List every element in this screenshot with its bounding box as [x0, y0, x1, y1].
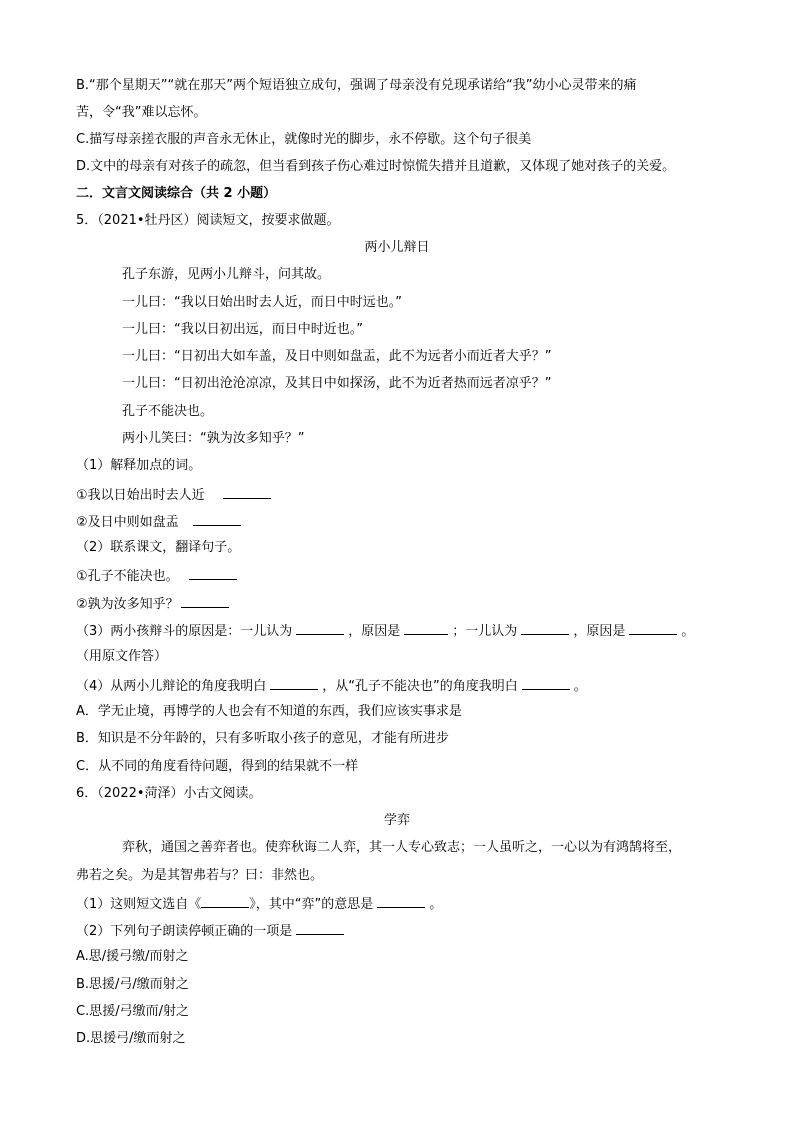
q5-sub1-item1-text: ①我以日始出时去人近	[76, 488, 205, 503]
q5-sub4-text: ，从“孔子不能决也”的角度我明白	[322, 679, 518, 694]
q5-sub4-option: A．学无止境，再博学的人也会有不知道的东西，我们应该实事求是	[76, 704, 462, 719]
q5-passage-line: 一儿曰：“我以日初出远，而日中时近也。”	[122, 322, 363, 337]
q5-sub4-option: C．从不同的角度看待问题，得到的结果就不一样	[76, 759, 359, 774]
q5-header: 5．（2021•牡丹区）阅读短文，按要求做题。	[76, 213, 340, 228]
q5-sub3-text: ；一儿认为	[452, 624, 518, 639]
q5-sub2-item2	[76, 595, 233, 613]
answer-blank[interactable]	[521, 622, 569, 635]
q5-sub2-item2-text: ②孰为汝多知乎？	[76, 597, 179, 612]
q6-header: 6．（2022•菏泽）小古文阅读。	[76, 786, 262, 801]
q5-sub3-text: ，原因是	[348, 624, 401, 639]
q5-passage-line: 一儿曰：“日初出沧沧凉凉，及其日中如探汤，此不为近者热而远者凉乎？”	[122, 376, 552, 391]
q5-passage-line: 孔子东游，见两小儿辩斗，问其故。	[122, 267, 331, 282]
q4-option-c: C.描写母亲搓衣服的声音永无休止，就像时光的脚步，永不停歇。这个句子很美	[76, 132, 532, 147]
q4-option-d: D.文中的母亲有对孩子的疏忽，但当看到孩子伤心难过时惊慌失措并且道歉，又体现了她对孩子的关爱。	[76, 159, 676, 174]
q4-option-b-line2: 苦，令“我”难以忘怀。	[76, 105, 207, 120]
q5-passage-line: 孔子不能决也。	[122, 404, 214, 419]
answer-blank[interactable]	[404, 622, 448, 635]
answer-blank[interactable]	[181, 595, 229, 608]
section2-heading: 二．文言文阅读综合（共 2 小题）	[76, 186, 277, 201]
q4-option-b-line1: B.“那个星期天”“就在那天”两个短语独立成句，强调了母亲没有兑现承诺给“我”幼小心灵带来的痛	[76, 78, 637, 93]
q6-sub2-option: C.思援/弓缴而/射之	[76, 1004, 189, 1019]
q5-sub4-text: （4）从两小儿辩论的角度我明白	[76, 679, 267, 694]
q6-sub1	[76, 895, 442, 913]
q5-sub3-text: （3）两小孩辩斗的原因是：一儿认为	[76, 624, 293, 639]
q5-sub1-item2	[76, 513, 245, 531]
q5-sub2-item1-text: ①孔子不能决也。	[76, 569, 179, 584]
answer-blank[interactable]	[193, 513, 241, 526]
q5-sub4-text: 。	[573, 679, 587, 694]
q6-passage-line2: 弗若之矣。为是其智弗若与？曰：非然也。	[76, 868, 324, 883]
answer-blank[interactable]	[522, 677, 570, 690]
answer-blank[interactable]	[201, 895, 249, 908]
q5-sub3-note: （用原文作答）	[76, 649, 168, 664]
q6-sub1-text: 。	[429, 897, 443, 912]
answer-blank[interactable]	[377, 895, 425, 908]
q6-sub1-text: （1）这则短文选自《	[76, 897, 202, 912]
q6-sub2-option: A.思/援弓缴/而射之	[76, 949, 189, 964]
q5-sub4-option: B．知识是不分年龄的，只有多听取小孩子的意见，才能有所进步	[76, 731, 449, 746]
q5-sub3	[76, 622, 694, 640]
q5-sub1-item1	[76, 486, 275, 504]
answer-blank[interactable]	[270, 677, 318, 690]
q6-passage-line1: 弈秋，通国之善弈者也。使弈秋诲二人弈，其一人专心致志；一人虽听之，一心以为有鸿鹄将至，	[122, 840, 682, 855]
answer-blank[interactable]	[189, 567, 237, 580]
q5-sub1-label: （1）解释加点的词。	[76, 458, 202, 473]
q6-sub2-label: （2）下列句子朗读停顿正确的一项是	[76, 924, 293, 939]
q5-title: 两小儿辩日	[364, 240, 430, 255]
q6-sub2-option: D.思援弓/缴而射之	[76, 1031, 186, 1046]
q5-sub2-label: （2）联系课文，翻译句子。	[76, 540, 241, 555]
q5-passage-line: 两小儿笑曰：“孰为汝多知乎？”	[122, 431, 305, 446]
q5-sub3-text: 。	[681, 624, 695, 639]
q5-passage-line: 一儿曰：“日初出大如车盖，及日中则如盘盂，此不为远者小而近者大乎？”	[122, 349, 552, 364]
q5-sub2-item1	[76, 567, 241, 585]
q5-sub1-item2-text: ②及日中则如盘盂	[76, 515, 179, 530]
answer-blank[interactable]	[296, 922, 344, 935]
q6-sub2	[76, 922, 348, 940]
answer-blank[interactable]	[296, 622, 344, 635]
answer-blank[interactable]	[223, 486, 271, 499]
q5-sub4	[76, 677, 587, 695]
q6-title: 学弈	[383, 813, 410, 828]
answer-blank[interactable]	[629, 622, 677, 635]
q5-passage-line: 一儿曰：“我以日始出时去人近，而日中时远也。”	[122, 295, 402, 310]
q5-sub3-text: ，原因是	[573, 624, 626, 639]
q6-sub1-text: 》，其中“弈”的意思是	[249, 897, 374, 912]
q6-sub2-option: B.思援/弓/缴而射之	[76, 977, 189, 992]
